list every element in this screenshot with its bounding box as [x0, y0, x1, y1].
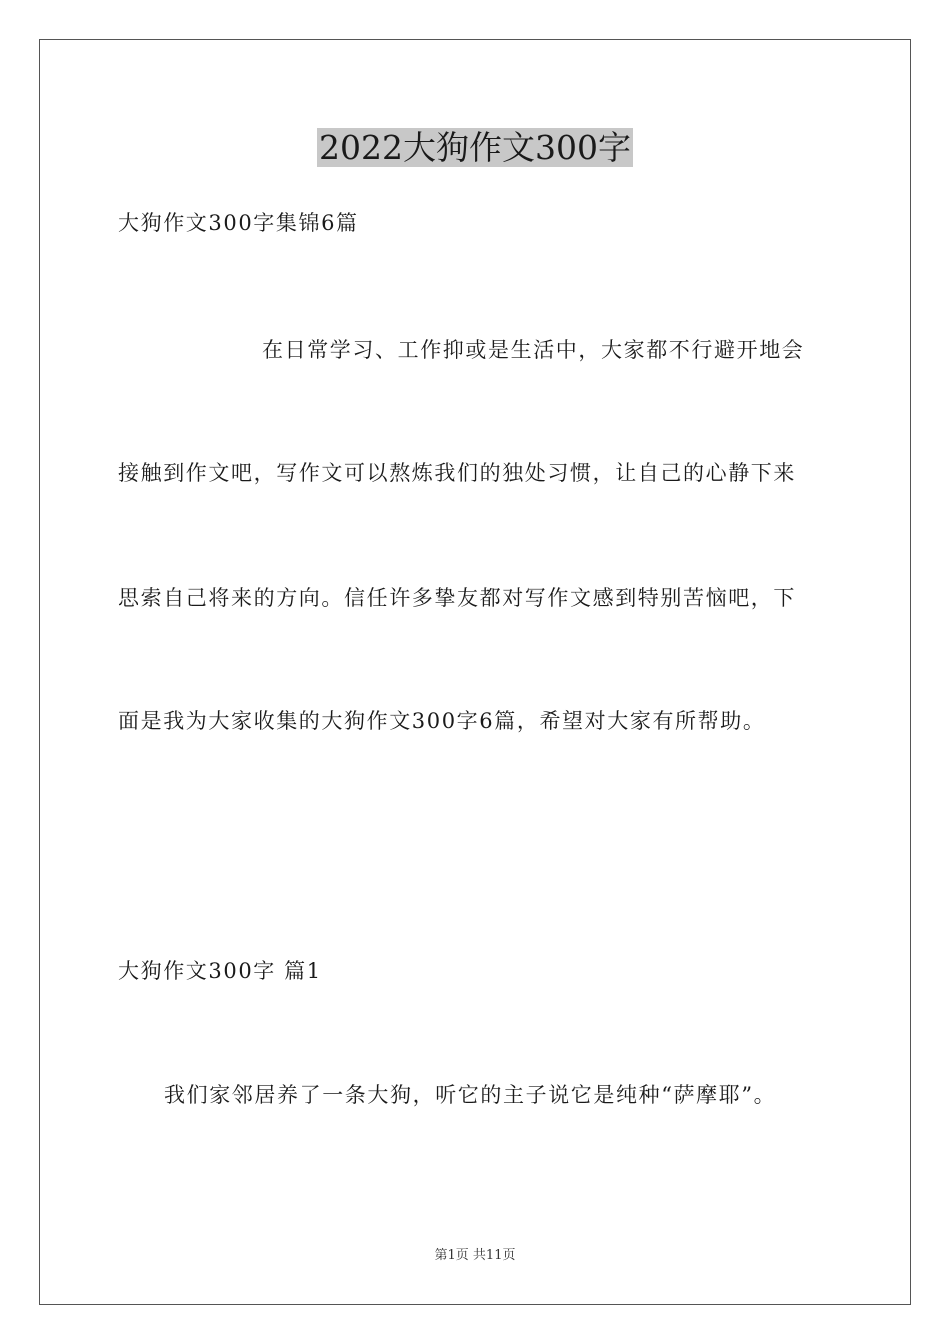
document-subtitle: 大狗作文300字集锦6篇 [118, 211, 359, 235]
intro-paragraph-line-3: 思索自己将来的方向。信任许多挚友都对写作文感到特别苦恼吧，下 [118, 586, 796, 610]
intro-paragraph-line-2: 接触到作文吧，写作文可以熬炼我们的独处习惯，让自己的心静下来 [118, 461, 796, 485]
body-paragraph-line-1: 我们家邻居养了一条大狗，听它的主子说它是纯种“萨摩耶”。 [164, 1083, 777, 1107]
section-heading: 大狗作文300字 篇1 [118, 959, 322, 983]
intro-paragraph-line-4: 面是我为大家收集的大狗作文300字6篇，希望对大家有所帮助。 [118, 709, 766, 733]
document-title-text: 2022大狗作文300字 [319, 128, 631, 167]
intro-paragraph-line-1: 在日常学习、工作抑或是生活中，大家都不行避开地会 [262, 338, 805, 362]
document-title [0, 124, 950, 172]
page-footer: 第1页 共11页 [434, 1248, 516, 1263]
